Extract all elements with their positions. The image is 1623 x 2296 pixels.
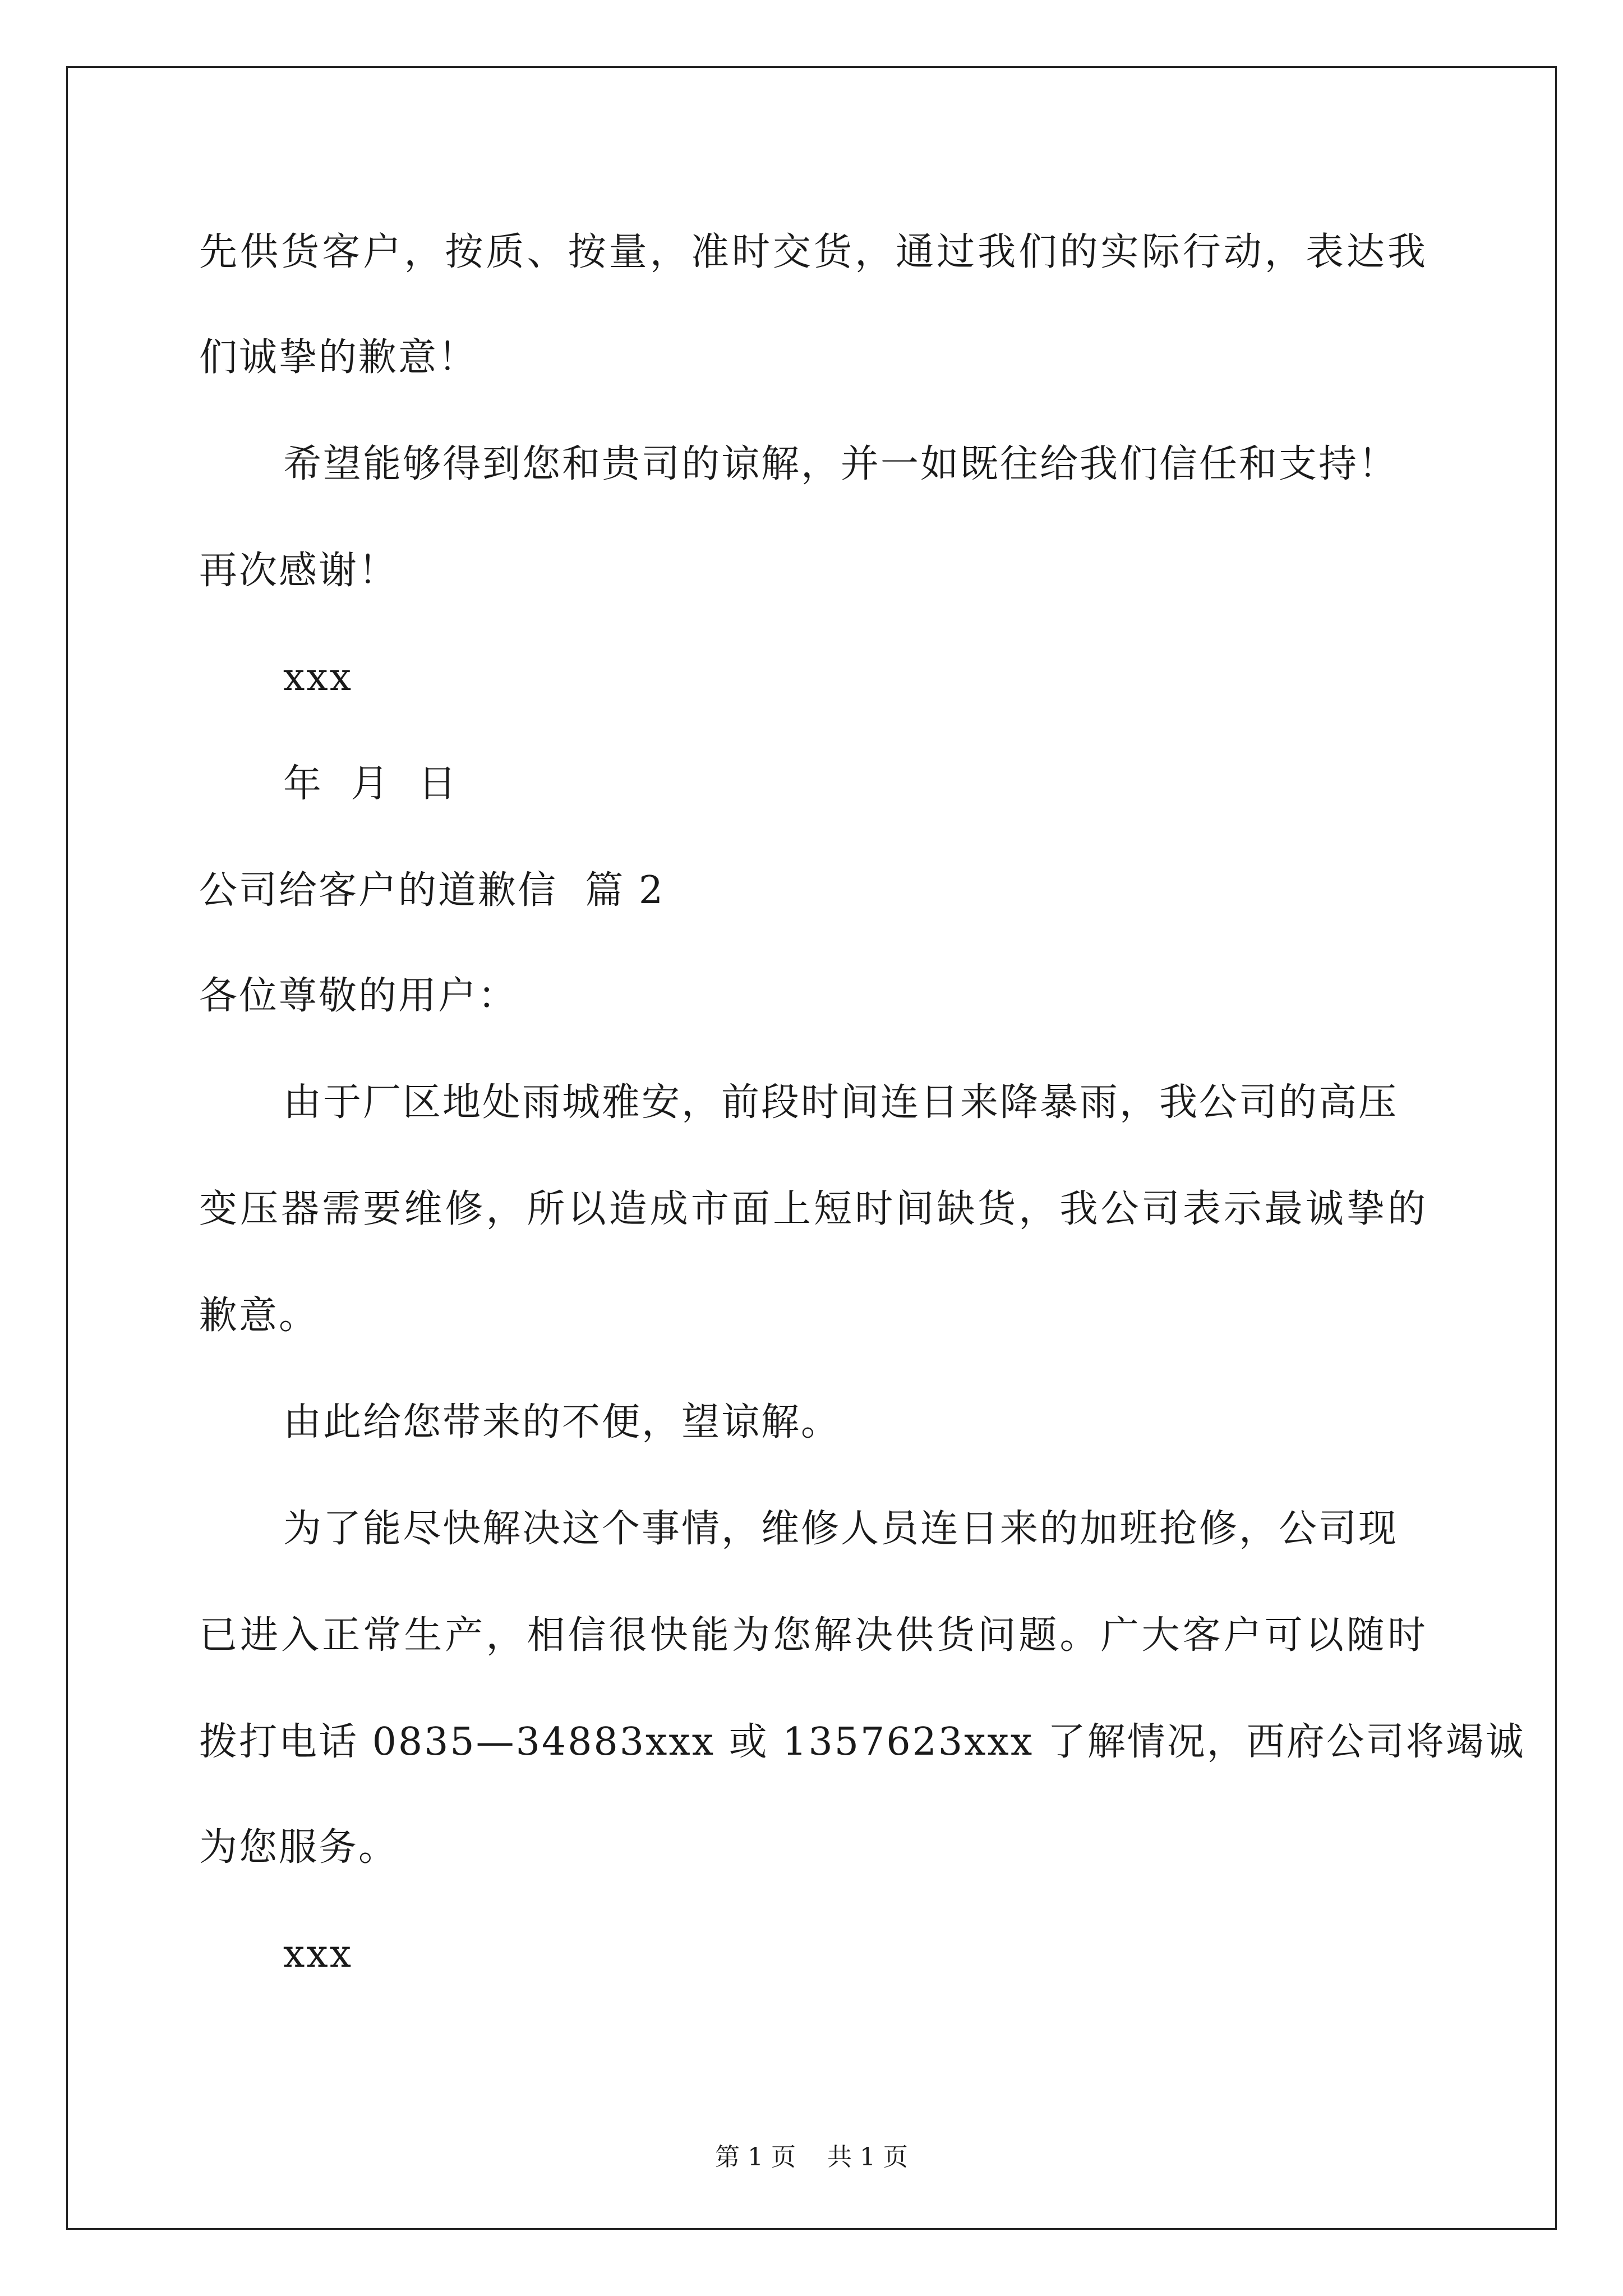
signature-name: xxx [283,1932,353,1976]
paragraph-line: 由于厂区地处雨城雅安，前段时间连日来降暴雨，我公司的高压 [283,1080,1399,1125]
salutation: 各位尊敬的用户： [199,974,518,1018]
paragraph-line: 歉意。 [199,1294,319,1338]
date-line: 年 月 日 [283,762,458,806]
paragraph-line: 拨打电话 0835—34883xxx 或 1357623xxx 了解情况，西府公司将竭诚 [199,1720,1525,1764]
page-border [66,66,1557,2230]
paragraph-line: 希望能够得到您和贵司的谅解，并一如既往给我们信任和支持！ [283,442,1399,486]
section-title: 公司给客户的道歉信 篇 2 [199,868,665,913]
paragraph-line: 由此给您带来的不便，望谅解。 [283,1400,841,1444]
paragraph-line: 为您服务。 [199,1825,399,1870]
paragraph-line: 先供货客户，按质、按量，准时交货，通过我们的实际行动，表达我 [199,230,1427,274]
page-footer: 第 1 页 共 1 页 [715,2143,908,2171]
paragraph-line: 已进入正常生产，相信很快能为您解决供货问题。广大客户可以随时 [199,1613,1427,1658]
paragraph-line: 再次感谢！ [199,549,399,593]
paragraph-line: 们诚挚的歉意！ [199,335,478,380]
signature-name: xxx [283,655,353,700]
paragraph-line: 变压器需要维修，所以造成市面上短时间缺货，我公司表示最诚挚的 [199,1187,1427,1231]
paragraph-line: 为了能尽快解决这个事情，维修人员连日来的加班抢修，公司现 [283,1507,1399,1551]
